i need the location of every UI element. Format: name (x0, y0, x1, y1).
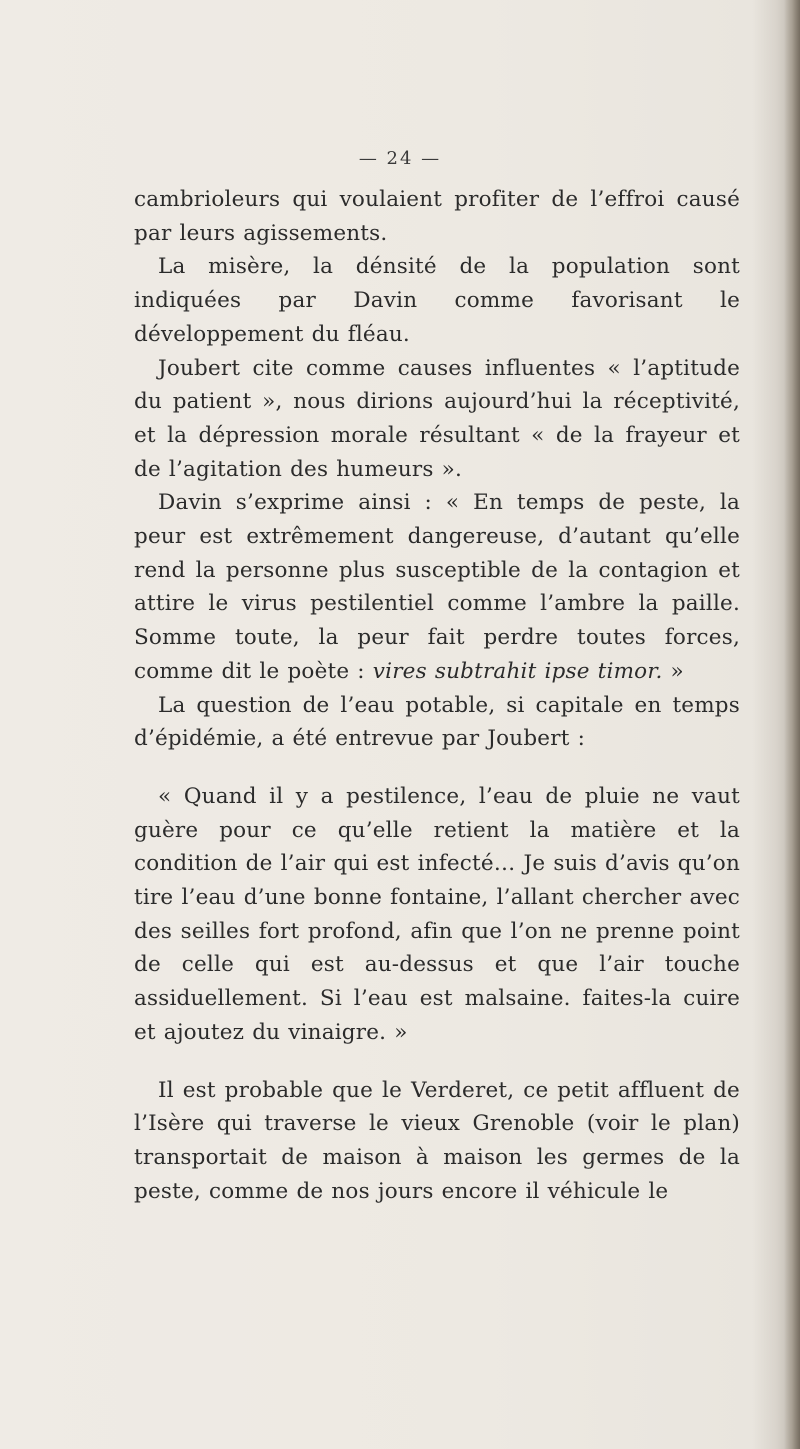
paragraph-4-end: » (662, 658, 684, 684)
body-text (134, 183, 740, 1208)
paragraph-4 (134, 486, 740, 688)
paragraph-5: La question de l’eau potable, si capitale en temps d’épidémie, a été entrevue par Joubert : (134, 692, 740, 752)
paragraph-7: Il est probable que le Verderet, ce petit affluent de l’Isère qui traverse le vieux Grenoble (voir le plan) transportait de maison à maison les germes de la peste, comme de nos jours encore il véhicule le (134, 1077, 740, 1204)
paragraph-1: cambrioleurs qui voulaient profiter de l’effroi causé par leurs agissements. (134, 187, 740, 246)
latin-quote: vires subtrahit ipse timor. (372, 658, 663, 684)
paragraph-4-text: Davin s’exprime ainsi : « En temps de peste, la peur est extrêmement dangereuse, d’autant qu’elle rend la personne plus susceptible de la contagion et attire le virus pestilentiel comme l’ambre la paille. Somme toute, la peur fait perdre toutes forces, comme dit le poète : (134, 490, 740, 684)
paragraph-3: Joubert cite comme causes influentes « l’aptitude du patient », nous dirions aujourd’hui la réceptivité, et la dépression morale résultant « de la frayeur et de l’agitation des humeurs ». (134, 355, 740, 482)
paragraph-2: La misère, la dénsité de la population sont indiquées par Davin comme favorisant le développement du fléau. (134, 254, 740, 347)
quote-paragraph: « Quand il y a pestilence, l’eau de pluie ne vaut guère pour ce qu’elle retient la matière et la condition de l’air qui est infecté… Je suis d’avis qu’on tire l’eau d’une bonne fontaine, l’allant chercher avec des seilles fort profond, afin que l’on ne prenne point de celle qui est au-dessus et que l’air touche assiduellement. Si l’eau est malsaine. faites-la cuire et ajoutez du vinaigre. » (134, 783, 740, 1045)
page-edge-shadow (784, 0, 800, 1449)
page-number: — 24 — (358, 148, 442, 169)
